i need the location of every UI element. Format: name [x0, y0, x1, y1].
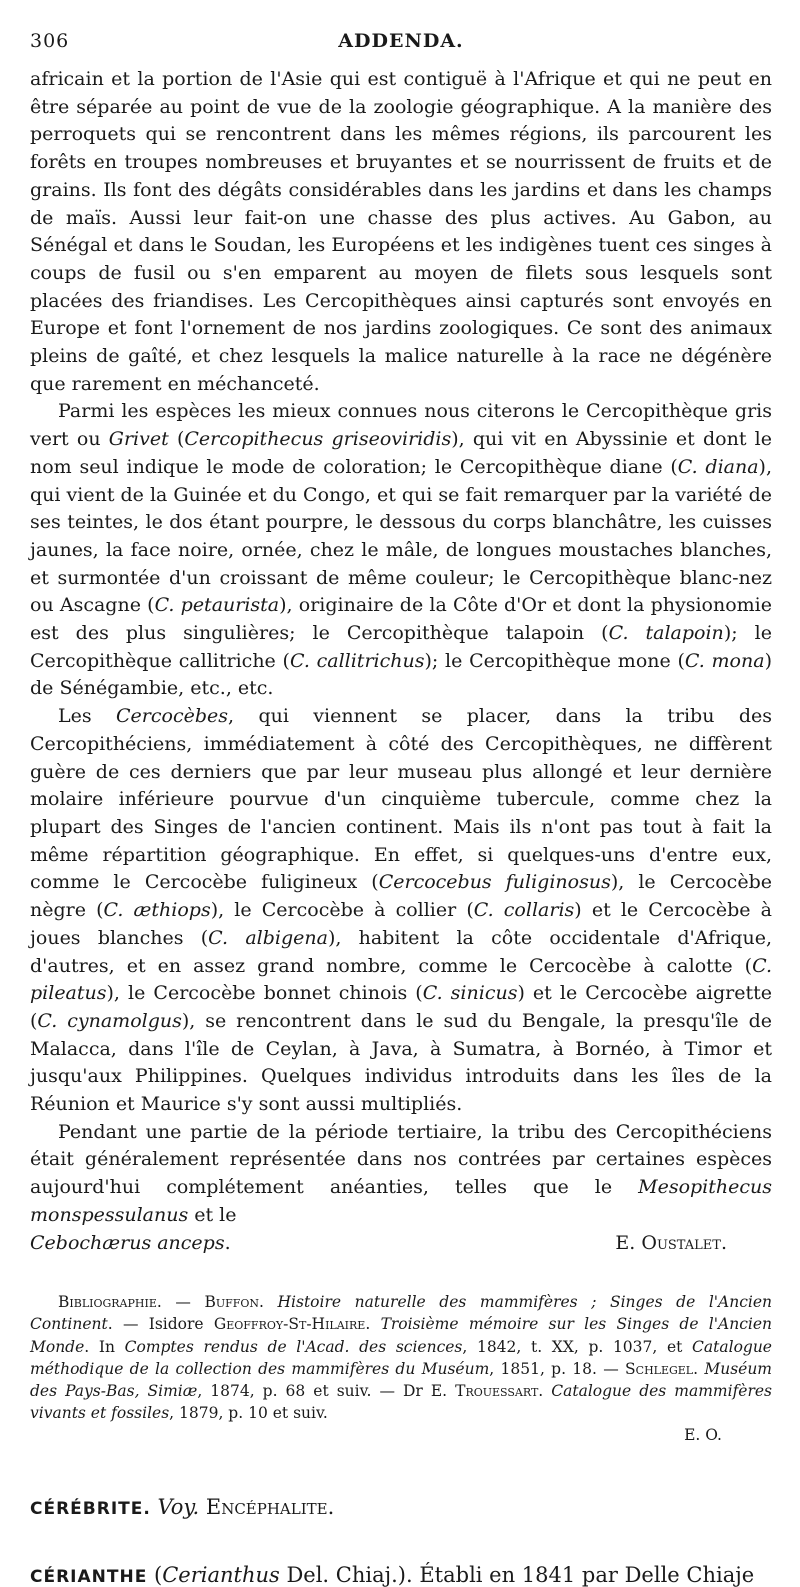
paragraph-3	[30, 703, 772, 1119]
running-title: ADDENDA.	[338, 30, 464, 52]
text-run: Del. Chiaj.). Établi en 1841 par Delle Chiaje	[279, 1562, 755, 1587]
work-title: Catalogue des mammifères vivants et fossiles	[30, 1382, 773, 1423]
work-title: Histoire naturelle des mammifères ; Singes de l'Ancien Continent	[30, 1293, 773, 1334]
paragraph-2	[30, 398, 772, 703]
text-run: , 1879, p. 10 et suiv.	[169, 1404, 328, 1423]
species-name: C. albigena	[208, 926, 328, 949]
text-run: . — Isidore	[107, 1315, 214, 1334]
text-run: ), originaire de la Côte d'Or et dont la physionomie est des plus singulières; le Cercopithèque talapoin (	[30, 594, 772, 645]
genus-name: Cercocèbes	[116, 705, 229, 728]
author-name: Geoffroy-St-Hilaire	[213, 1315, 366, 1334]
text-run: .	[259, 1293, 278, 1312]
text-run: ), le Cercocèbe bonnet chinois (	[106, 982, 423, 1005]
text-run: .	[538, 1382, 552, 1401]
species-name: C. callitrichus	[289, 649, 425, 672]
bibliography-label: Bibliographie.	[58, 1293, 162, 1312]
text-run: africain et la portion de l'Asie qui est contiguë à l'Afrique et qui ne peut en être séparée au point de vue de la zoologie géographique. A la manière des perroquets qui se rencontrent dans les mêmes régions, ils parcourent les forêts en troupes nombreuses et bruyantes et se nourrissent de fruits et de grains. Ils font des dégâts considérables dans les jardins et dans les champs de maïs. Aussi leur fait-on une chasse des plus actives. Au Gabon, au Sénégal et dans le Soudan, les Européens et les indigènes tuent ces singes à coups de fusil ou s'en emparent au moyen de filets sous lesquels sont placées des friandises. Les Cercopithèques ainsi capturés sont envoyés en Europe et font l'ornement de nos jardins zoologiques. Ce sont des animaux pleins de gaîté, et chez lesquels la malice naturelle à la race ne dégénère que rarement en méchanceté.	[30, 68, 772, 395]
species-name: C. pileatus	[30, 954, 772, 1005]
text-run: (	[168, 428, 185, 451]
species-name: C. sinicus	[422, 982, 518, 1005]
text-run: .	[224, 1231, 231, 1254]
paragraph-1	[30, 66, 772, 398]
species-name: Cercopithecus griseoviridis	[184, 428, 452, 451]
text-run: ); le Cercopithèque mone (	[424, 649, 685, 672]
text-run: ), le Cercocèbe à collier (	[210, 899, 474, 922]
species-name: C. mona	[684, 649, 765, 672]
author-name: Schlegel	[625, 1359, 694, 1378]
author-name: Trouessart	[455, 1382, 539, 1401]
signature-line	[30, 1230, 772, 1258]
text-run: ), qui vient de la Guinée et du Congo, et qui se fait remarquer par la variété de ses teintes, le dos étant pourpre, le dessous du corps blanchâtre, les cuisses jaunes, la face noire, ornée, chez le mâle, de longues moustaches blanches, et surmontée d'un croissant de même couleur; le Cercopithèque blanc-nez ou Ascagne (	[30, 455, 772, 617]
text-run: .	[693, 1359, 705, 1378]
text-run: .	[365, 1315, 381, 1334]
text-run: ); le Cercopithèque callitriche (	[30, 622, 772, 672]
text-run: ), qui vit en Abyssinie et dont le nom seul indique le mode de coloration; le Cercopithèque diane (	[30, 428, 772, 478]
species-name: Cebochærus anceps	[30, 1231, 225, 1254]
cross-reference: Encéphalite.	[205, 1494, 335, 1519]
text-run: ) et le Cercocèbe aigrette (	[30, 982, 772, 1032]
dictionary-entry-ceriantha	[30, 1563, 772, 1587]
text-run: —	[161, 1293, 205, 1312]
entry-headword: CÉRÉBRITE.	[30, 1498, 151, 1519]
dictionary-entry-cerebrite	[30, 1495, 772, 1519]
paragraph-4-end	[30, 1230, 231, 1258]
text-run: ), se rencontrent dans le sud du Bengale, la presqu'île de Malacca, dans l'île de Ceylan, à Java, à Sumatra, à Bornéo, à Timor et jusqu'aux Philippines. Quelques individus introduits dans les îles de la Réunion et Maurice s'y sont aussi multipliés.	[30, 1009, 772, 1116]
author-name: Buffon	[204, 1293, 260, 1312]
species-name: C. diana	[677, 455, 759, 478]
text-run	[199, 1495, 206, 1519]
text-run: ), le Cercocèbe nègre (	[30, 871, 772, 922]
text-run: , qui viennent se placer, dans la tribu des Cercopithéciens, immédiatement à côté des Cercopithèques, ne diffèrent guère de ces derniers que par leur museau plus allongé et leur dernière molaire inférieure pourvue d'un cinquième tubercule, comme chez la plupart des Singes de l'ancien continent. Mais ils n'ont pas tout à fait la même répartition géographique. En effet, si quelques-uns d'entre eux, comme le Cercocèbe fuligineux (	[30, 705, 772, 894]
text-run: , 1842, t. XX, p. 1037, et	[462, 1337, 693, 1356]
text-run: ) de Sénégambie, etc., etc.	[30, 649, 772, 700]
entry-headword: CÉRIANTHE	[30, 1566, 148, 1587]
bibliography-initials: E. O.	[684, 1426, 722, 1445]
species-name: C. æthiops	[103, 899, 211, 922]
text-run: Parmi les espèces les mieux connues nous citerons le Cercopithèque gris vert ou	[30, 400, 772, 451]
text-run: Pendant une partie de la période tertiaire, la tribu des Cercopithéciens était généralement représentée dans nos contrées par certaines espèces aujourd'hui complétement anéanties, telles que le	[30, 1120, 772, 1199]
work-title: Comptes rendus de l'Acad. des sciences	[124, 1337, 463, 1356]
page-header	[30, 30, 772, 58]
text-run: (	[147, 1562, 163, 1587]
bibliography	[30, 1291, 772, 1446]
text-run: , 1851, p. 18. —	[489, 1359, 626, 1378]
text-run: Les	[58, 705, 117, 728]
author-signature: E. Oustalet.	[615, 1231, 727, 1254]
genus-name: Cerianthus	[162, 1562, 280, 1587]
text-run: et le	[188, 1203, 237, 1226]
cross-reference-prefix: Voy.	[157, 1494, 200, 1519]
page	[30, 30, 772, 1587]
species-name: C. collaris	[473, 899, 575, 922]
text-run: . In	[84, 1337, 125, 1356]
species-name: C. petaurista	[154, 594, 280, 617]
species-name: Cercocebus fuliginosus	[378, 871, 611, 894]
paragraph-4	[30, 1119, 772, 1230]
text-run: , 1874, p. 68 et suiv. — Dr E.	[197, 1382, 456, 1401]
species-name: Grivet	[108, 428, 169, 451]
species-name: C. talapoin	[608, 622, 724, 645]
article-body	[30, 66, 772, 1257]
text-run	[151, 1495, 158, 1519]
species-name: Mesopithecus monspessulanus	[30, 1176, 772, 1226]
text-run: ) et le Cercocèbe à joues blanches (	[30, 899, 772, 949]
work-title: Catalogue méthodique de la collection des mammifères du Muséum	[30, 1337, 772, 1378]
text-run: ), habitent la côte occidentale d'Afrique, d'autres, et en assez grand nombre, comme le Cercocèbe à calotte (	[30, 926, 772, 977]
work-title: Troisième mémoire sur les Singes de l'Ancien Monde	[30, 1315, 772, 1356]
page-number: 306	[30, 30, 70, 52]
species-name: C. cynamolgus	[37, 1009, 182, 1032]
work-title: Muséum des Pays-Bas, Simiæ	[30, 1359, 773, 1401]
